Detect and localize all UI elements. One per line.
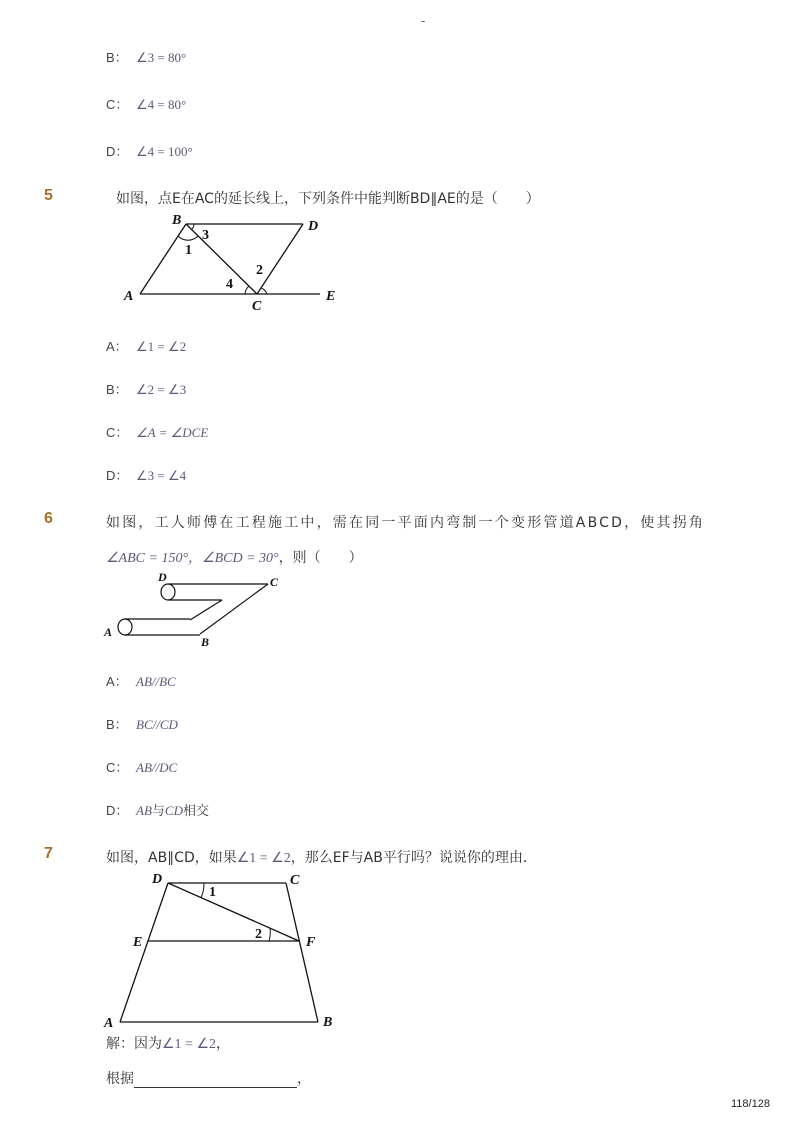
option-label: A： [106,674,128,689]
solution-math: ∠1 = ∠2 [162,1037,216,1052]
question-7-text-a: 如图，AB∥CD，如果 [106,850,237,866]
q5-option-c[interactable] [106,423,208,443]
option-label: B： [106,50,128,65]
option-label: B： [106,382,128,397]
q5-option-a[interactable] [106,337,186,357]
fig7-label-f: F [306,935,316,950]
basis-tail: ， [297,1071,311,1087]
question-5-figure [120,212,350,316]
page-number: 118/128 [731,1098,770,1110]
option-math: AB//BC [136,674,176,689]
option-math: ∠4 = 80° [136,97,187,112]
question-7-figure [100,868,340,1033]
q6-option-c[interactable] [106,758,177,778]
option-label: D： [106,468,129,483]
fig6-label-b: B [201,635,210,649]
question-number-6: 6 [44,510,53,527]
fig7-angle-2: 2 [255,927,262,942]
question-6-figure [100,570,300,650]
option-label: A： [106,339,128,354]
option-text-tail: 相交 [182,804,209,819]
question-7-basis [106,1068,311,1088]
option-math: ∠3 = ∠4 [136,468,187,483]
solution-text-a: 解：因为 [106,1036,162,1052]
fig6-label-a: A [104,625,113,639]
q6-option-b[interactable] [106,715,178,735]
fig5-label-e: E [326,289,336,304]
fig5-label-b: B [172,213,182,228]
fig5-label-d: D [308,219,319,234]
fig5-label-c: C [252,299,262,314]
question-6-math: ∠ABC = 150°，∠BCD = 30° [106,551,279,566]
fig5-angle-3: 3 [202,228,209,243]
fig7-label-a: A [104,1016,114,1031]
q4-option-b[interactable] [106,48,186,68]
question-5-text: 如图，点E在AC的延长线上，下列条件中能判断BD∥AE的是（ ） [116,191,540,207]
fig7-label-d: D [152,872,163,887]
question-6-text-line2 [106,547,363,567]
question-7-text-b: ，那么EF与AB平行吗？说说你的理由． [290,850,537,866]
option-math: ∠3 = 80° [136,50,187,65]
option-math: ∠2 = ∠3 [136,382,187,397]
q6-option-a[interactable] [106,672,176,692]
option-math: ∠4 = 100° [136,144,193,159]
q4-option-d[interactable] [106,142,193,162]
q5-option-b[interactable] [106,380,186,400]
q6-option-d[interactable] [106,801,209,821]
question-7-solution [106,1033,230,1053]
option-math: AB//DC [136,760,178,775]
basis-label: 根据 [106,1071,134,1087]
fig5-angle-4: 4 [226,277,233,292]
option-label: D： [106,144,129,159]
question-6-text-line1: 如图，工人师傅在工程施工中，需在同一平面内弯制一个变形管道ABCD，使其拐角 [106,515,706,531]
option-label: D： [106,803,129,818]
q4-option-c[interactable] [106,95,186,115]
solution-text-b: ， [216,1036,230,1052]
fig7-label-e: E [133,935,143,950]
option-math: BC//CD [136,717,178,732]
option-math-2: CD [164,803,183,818]
option-label: C： [106,425,129,440]
option-math: ∠1 = ∠2 [136,339,187,354]
option-math: ∠A = ∠DCE [136,425,209,440]
fig5-label-a: A [124,289,134,304]
fig5-angle-1: 1 [185,243,192,258]
question-6-tail: ，则（ ） [278,550,363,566]
fig6-label-d: D [158,570,167,584]
fig7-angle-1: 1 [209,885,216,900]
page-top-mark: - [421,14,426,28]
question-number-7: 7 [44,845,53,862]
option-math: AB [136,803,152,818]
fig7-label-c: C [290,873,300,888]
option-label: C： [106,760,129,775]
question-number-5: 5 [44,187,53,204]
fig5-angle-2: 2 [256,263,263,278]
option-label: C： [106,97,129,112]
basis-answer-blank[interactable] [134,1073,297,1088]
option-label: B： [106,717,128,732]
q5-option-d[interactable] [106,466,186,486]
fig6-label-c: C [270,575,279,589]
question-7-text [106,847,537,867]
question-7-math: ∠1 = ∠2 [236,851,291,866]
option-text: 与 [151,804,165,819]
fig7-label-b: B [323,1015,333,1030]
